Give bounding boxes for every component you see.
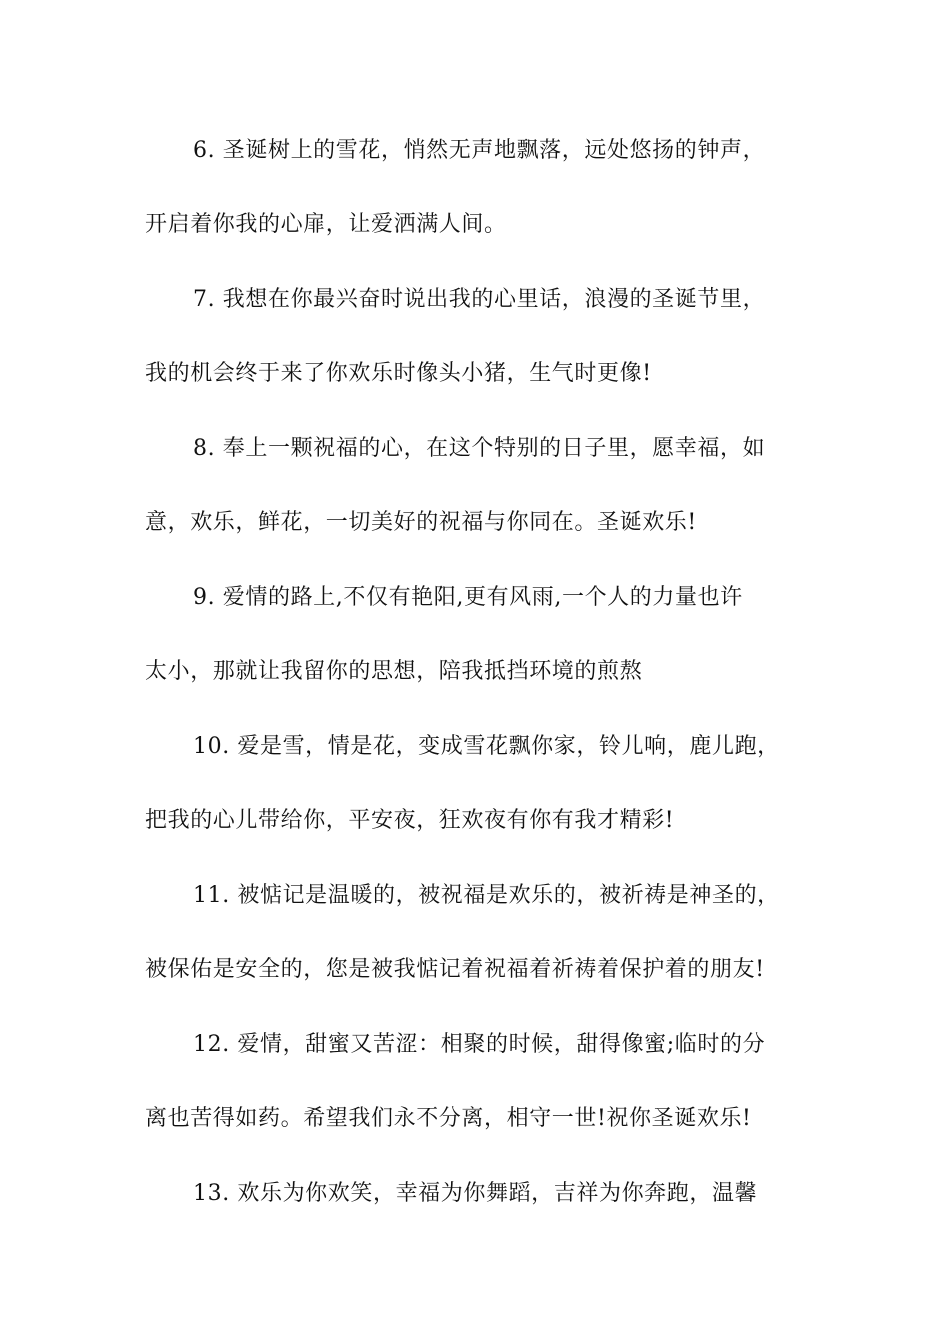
paragraph-10-line-2: 把我的心儿带给你，平安夜，狂欢夜有你有我才精彩! — [145, 808, 675, 833]
paragraph-6-line-2: 开启着你我的心扉，让爱洒满人间。 — [145, 212, 507, 237]
paragraph-9-line-2: 太小，那就让我留你的思想，陪我抵挡环境的煎熬 — [145, 659, 643, 684]
paragraph-9-line-1: 9. 爱情的路上,不仅有艳阳,更有风雨,一个人的力量也许 — [193, 585, 743, 610]
paragraph-8-line-1: 8. 奉上一颗祝福的心，在这个特别的日子里，愿幸福，如 — [193, 436, 766, 461]
paragraph-7-line-2: 我的机会终于来了你欢乐时像头小猪，生气时更像! — [145, 361, 652, 386]
paragraph-8-line-2: 意，欢乐，鲜花，一切美好的祝福与你同在。圣诞欢乐! — [145, 510, 697, 535]
paragraph-7-line-1: 7. 我想在你最兴奋时说出我的心里话，浪漫的圣诞节里， — [193, 287, 766, 312]
paragraph-10-line-1: 10. 爱是雪，情是花，变成雪花飘你家，铃儿响，鹿儿跑， — [193, 734, 780, 759]
paragraph-12-line-1: 12. 爱情，甜蜜又苦涩：相聚的时候，甜得像蜜;临时的分 — [193, 1032, 766, 1057]
paragraph-12-line-2: 离也苦得如药。希望我们永不分离，相守一世!祝你圣诞欢乐! — [145, 1106, 752, 1131]
paragraph-13-line-1: 13. 欢乐为你欢笑，幸福为你舞蹈，吉祥为你奔跑，温馨 — [193, 1181, 758, 1206]
paragraph-6-line-1: 6. 圣诞树上的雪花，悄然无声地飘落，远处悠扬的钟声， — [193, 138, 766, 163]
paragraph-11-line-1: 11. 被惦记是温暖的，被祝福是欢乐的，被祈祷是神圣的， — [193, 883, 780, 908]
paragraph-11-line-2: 被保佑是安全的，您是被我惦记着祝福着祈祷着保护着的朋友! — [145, 957, 765, 982]
